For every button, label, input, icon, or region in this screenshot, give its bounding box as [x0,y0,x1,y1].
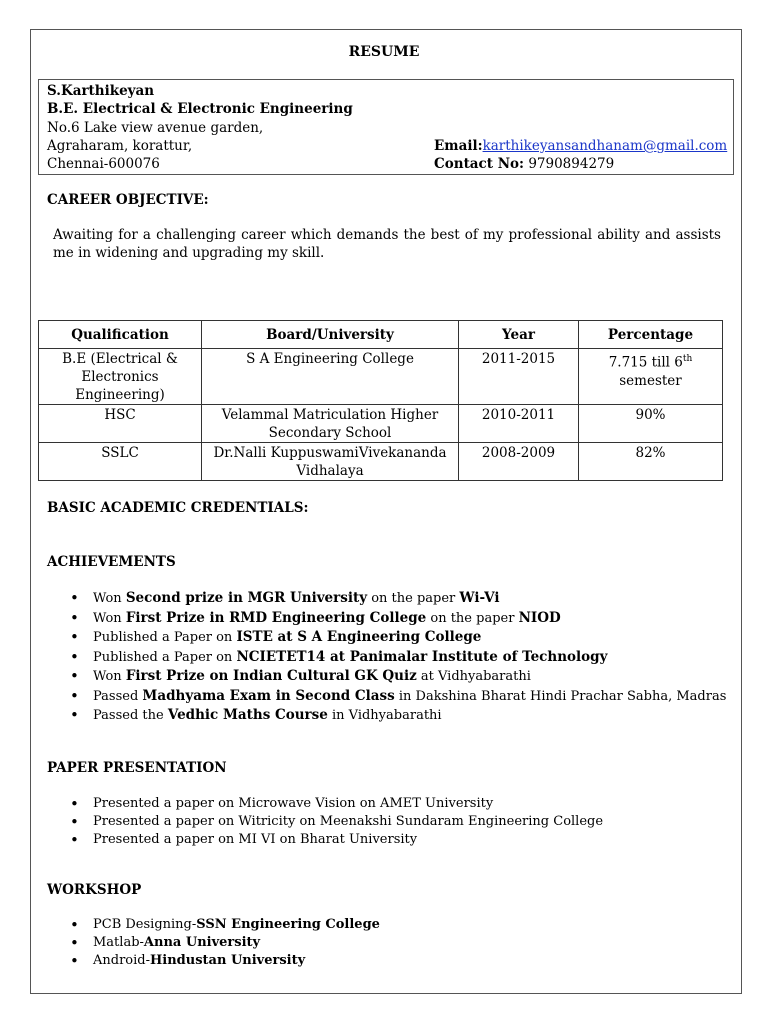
resume-title: RESUME [348,44,420,60]
address-line-1: No.6 Lake view avenue garden, [47,120,264,136]
list-item: • Published a Paper on ISTE at S A Engineering College [70,628,726,648]
percentage-superscript: th [682,354,693,364]
email-label: Email: [434,138,483,154]
email-row [434,137,727,155]
list-item: • Won First Prize on Indian Cultural GK Quiz at Vidhyabarathi [70,667,726,687]
list-item: • Passed Madhyama Exam in Second Class in Dakshina Bharat Hindi Prachar Sabha, Madras [70,687,726,707]
list-item: • Matlab-Anna University [70,934,380,952]
career-objective-heading: CAREER OBJECTIVE: [47,192,209,208]
board-cell: S A Engineering College [202,349,459,405]
qualification-cell: B.E (Electrical & Electronics Engineering) [39,349,202,405]
list-item: • PCB Designing-SSN Engineering College [70,916,380,934]
list-item: • Android-Hindustan University [70,952,380,970]
percentage-cell: 82% [579,443,723,481]
list-item: • Published a Paper on NCIETET14 at Panimalar Institute of Technology [70,648,726,668]
career-objective-text: Awaiting for a challenging career which demands the best of my professional ability and assists me in widening and upgrading my skill. [53,227,721,261]
achievements-list [70,589,726,726]
percentage-value: 7.715 till 6 [608,354,683,371]
percentage-tail: semester [619,372,682,389]
list-item: • Presented a paper on Microwave Vision on AMET University [70,795,603,813]
list-item: • Won First Prize in RMD Engineering College on the paper NIOD [70,609,726,629]
workshop-heading: WORKSHOP [47,882,142,898]
qualification-cell: SSLC [39,443,202,481]
percentage-cell: 90% [579,405,723,443]
paper-presentation-heading: PAPER PRESENTATION [47,760,227,776]
list-item: • Presented a paper on MI VI on Bharat University [70,831,603,849]
year-cell: 2011-2015 [459,349,579,405]
table-row [39,349,723,405]
board-cell: Dr.Nalli KuppuswamiVivekananda Vidhalaya [202,443,459,481]
qualification-table [38,320,723,481]
column-header: Board/University [202,321,459,349]
qualification-cell: HSC [39,405,202,443]
year-cell: 2010-2011 [459,405,579,443]
applicant-degree: B.E. Electrical & Electronic Engineering [47,101,353,117]
percentage-cell [579,349,723,405]
contact-number: 9790894279 [524,156,615,172]
table-row [39,405,723,443]
address-line-2: Agraharam, korattur, [47,138,193,154]
paper-presentation-list [70,795,603,849]
email-link[interactable]: karthikeyansandhanam@gmail.com [482,138,728,154]
workshop-list [70,916,380,970]
list-item: • Presented a paper on Witricity on Meenakshi Sundaram Engineering College [70,813,603,831]
column-header: Qualification [39,321,202,349]
achievements-heading: ACHIEVEMENTS [47,554,176,570]
board-cell: Velammal Matriculation Higher Secondary School [202,405,459,443]
table-row [39,443,723,481]
contact-row [434,155,614,173]
applicant-name: S.Karthikeyan [47,83,155,99]
contact-label: Contact No: [434,156,525,172]
address-line-3: Chennai-600076 [47,156,160,172]
column-header: Percentage [579,321,723,349]
credentials-heading: BASIC ACADEMIC CREDENTIALS: [47,500,309,516]
column-header: Year [459,321,579,349]
list-item: • Won Second prize in MGR University on the paper Wi-Vi [70,589,726,609]
year-cell: 2008-2009 [459,443,579,481]
table-header-row [39,321,723,349]
list-item: • Passed the Vedhic Maths Course in Vidhyabarathi [70,706,726,726]
